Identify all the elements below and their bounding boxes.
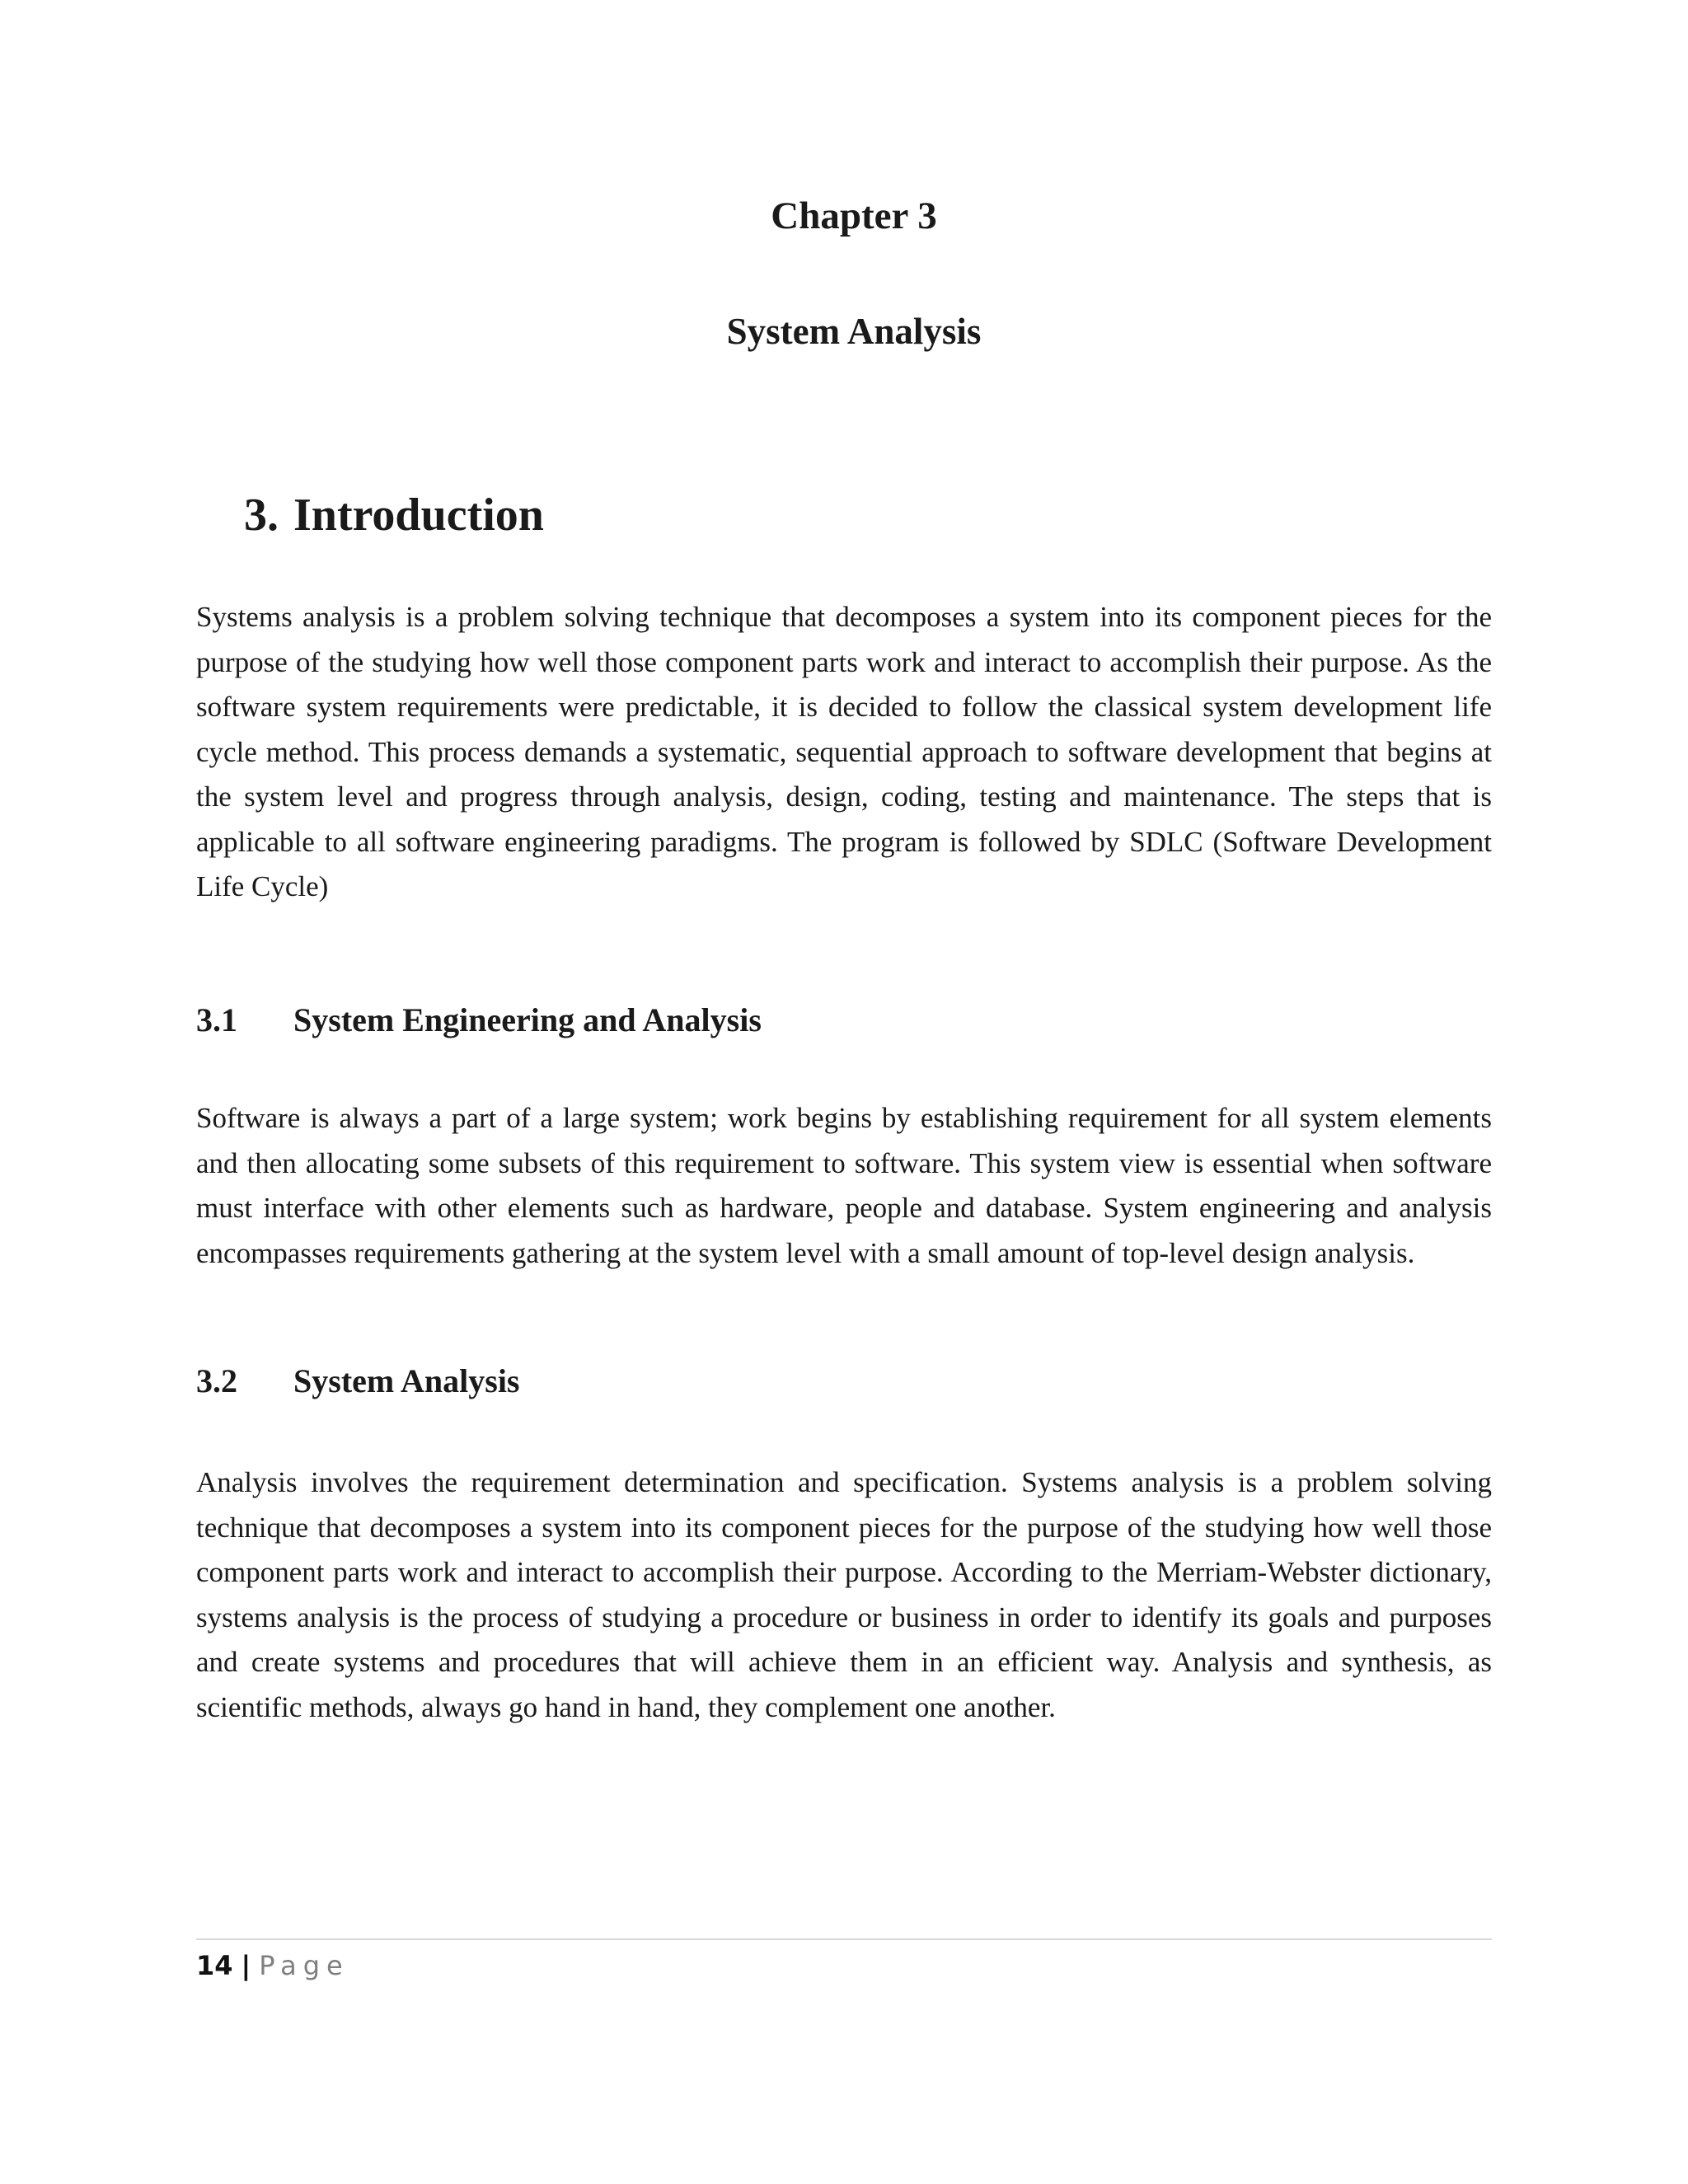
footer-page-word: Page [259,1950,349,1981]
page-footer [196,1945,349,1986]
section-heading-3-2 [196,1358,520,1404]
section-title: System Analysis [293,1362,520,1399]
section-heading-3-1 [196,997,762,1043]
introduction-heading [244,486,544,544]
introduction-paragraph: Systems analysis is a problem solving technique that decomposes a system into its component pieces for the purpose of the studying how well those component parts work and interact to accomplish their purpose. As the software system requirements were predictable, it is decided to follow the classical system development life cycle method. This process demands a systematic, sequential approach to software development that begins at the system level and progress through analysis, design, coding, testing and maintenance. The steps that is applicable to all software engineering paradigms. The program is followed by SDLC (Software Development Life Cycle) [196,601,1492,902]
section-number: 3.2 [196,1362,237,1399]
introduction-number: 3. [244,490,279,541]
footer-separator: | [241,1950,251,1981]
section-paragraph-3-2: Analysis involves the requirement determination and specification. Systems analysis is a problem solving technique that decomposes a system into its component pieces for the purpose of the studying how well those component parts work and interact to accomplish their purpose. According to the Merriam-Webster dictionary, systems analysis is the process of studying a procedure or business in order to identify its goals and purposes and create systems and procedures that will achieve them in an efficient way. Analysis and synthesis, as scientific methods, always go hand in hand, they complement one another. [196,1466,1492,1723]
section-number: 3.1 [196,1001,237,1038]
section-title: System Engineering and Analysis [293,1001,762,1038]
introduction-title: Introduction [293,490,544,541]
chapter-title: System Analysis [726,311,982,352]
footer-divider [196,1938,1492,1940]
footer-page-number: 14 [196,1950,233,1981]
chapter-number: Chapter 3 [771,194,937,237]
section-paragraph-3-1: Software is always a part of a large system; work begins by establishing requirement for all system elements and then allocating some subsets of this requirement to software. This system view is essential when software must interface with other elements such as hardware, people and database. System engineering and analysis encompasses requirements gathering at the system level with a small amount of top-level design analysis. [196,1102,1492,1269]
